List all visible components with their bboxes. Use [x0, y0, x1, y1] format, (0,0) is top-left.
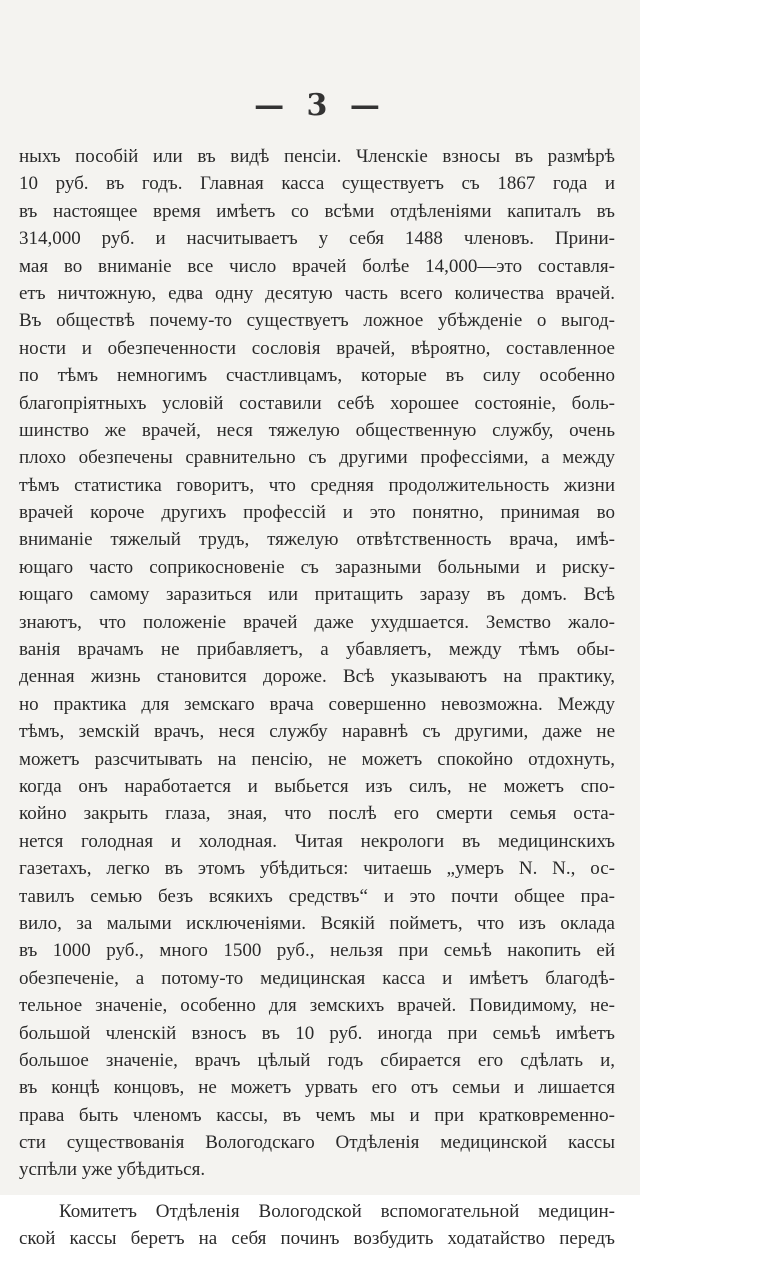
text-line: плохо обезпечены сравнительно съ другими профессіями, а между — [19, 447, 615, 469]
text-line: тѣмъ, земскій врачъ, неся службу наравнѣ съ другими, даже не — [19, 721, 615, 743]
text-line: успѣли уже убѣдиться. — [19, 1159, 206, 1181]
text-line: права быть членомъ кассы, въ чемъ мы и при кратковременно- — [19, 1104, 615, 1126]
text-line: сти существованія Вологодскаго Отдѣленія медицинской кассы — [19, 1132, 615, 1154]
paragraph-gap — [19, 1184, 615, 1198]
text-line: большое значеніе, врачъ цѣлый годъ сбирается его сдѣлать и, — [19, 1049, 615, 1071]
text-line: шинство же врачей, неся тяжелую общественную службу, очень — [19, 419, 615, 441]
text-line: вило, за малыми исключеніями. Всякій пойметъ, что изъ оклада — [19, 912, 615, 934]
text-line: знаютъ, что положеніе врачей даже ухудшается. Земство жало- — [19, 611, 615, 633]
text-line: въ концѣ концовъ, не можетъ урвать его отъ семьи и лишается — [19, 1077, 615, 1099]
text-line: Въ обществѣ почему-то существуетъ ложное убѣжденіе о выгод- — [19, 310, 615, 332]
text-line: когда онъ наработается и выбьется изъ силъ, не можетъ спо- — [19, 775, 615, 797]
text-line: тѣмъ статистика говоритъ, что средняя продолжительность жизни — [19, 474, 615, 496]
text-line: врачей короче другихъ профессій и это понятно, принимая во — [19, 502, 615, 524]
text-line: тавилъ семью безъ всякихъ средствъ“ и это почти общее пра- — [19, 885, 615, 907]
text-line: въ настоящее время имѣетъ со всѣми отдѣленіями капиталъ въ — [19, 200, 615, 222]
text-line: ности и обезпеченности сословія врачей, вѣроятно, составленное — [19, 337, 615, 359]
text-line: по тѣмъ немногимъ счастливцамъ, которые въ силу особенно — [19, 365, 615, 387]
text-line: 10 руб. въ годъ. Главная касса существуетъ съ 1867 года и — [19, 173, 615, 195]
text-line: ныхъ пособій или въ видѣ пенсіи. Членскіе взносы въ размѣрѣ — [19, 146, 615, 167]
text-line: денная жизнь становится дороже. Всѣ указываютъ на практику, — [19, 666, 615, 688]
text-line: етъ ничтожную, едва одну десятую часть всего количества врачей. — [19, 282, 615, 304]
text-line: нется голодная и холодная. Читая некрологи въ медицинскихъ — [19, 830, 615, 852]
text-line: можетъ разсчитывать на пенсію, не можетъ спокойно отдохнуть, — [19, 748, 615, 770]
text-line: обезпеченіе, а потому-то медицинская касса и имѣетъ благодѣ- — [19, 967, 615, 989]
text-line: Комитетъ Отдѣленія Вологодской вспомогательной медицин- — [59, 1200, 615, 1222]
text-line: тельное значеніе, особенно для земскихъ врачей. Повидимому, не- — [19, 995, 615, 1017]
text-line: въ 1000 руб., много 1500 руб., нельзя при семьѣ накопить ей — [19, 940, 615, 962]
text-line: 314,000 руб. и насчитываетъ у себя 1488 членовъ. Прини- — [19, 228, 615, 250]
text-line: ющаго часто соприкосновеніе съ заразными больными и риску- — [19, 556, 615, 578]
text-line: вниманіе тяжелый трудъ, тяжелую отвѣтственность врача, имѣ- — [19, 529, 615, 551]
text-line: койно закрыть глаза, зная, что послѣ его смерти семья оста- — [19, 803, 615, 825]
text-line: ской кассы беретъ на себя починъ возбудить ходатайство передъ — [19, 1228, 615, 1250]
text-line: большой членскій взносъ въ 10 руб. иногда при семьѣ имѣетъ — [19, 1022, 615, 1044]
text-line: мая во вниманіе все число врачей болѣе 14,000—это составля- — [19, 255, 615, 277]
text-line: ванія врачамъ не прибавляетъ, а убавляетъ, между тѣмъ обы- — [19, 639, 615, 661]
body-text — [19, 143, 615, 1253]
text-line: но практика для земскаго врача совершенно невозможна. Между — [19, 693, 615, 715]
text-line: благопріятныхъ условій составили себѣ хорошее состояніе, боль- — [19, 392, 615, 414]
page-number: — 3 — — [254, 88, 386, 123]
text-line: ющаго самому заразиться или притащить заразу въ домъ. Всѣ — [19, 584, 615, 606]
text-line: газетахъ, легко въ этомъ убѣдиться: читаешь „умеръ N. N., ос- — [19, 858, 615, 880]
